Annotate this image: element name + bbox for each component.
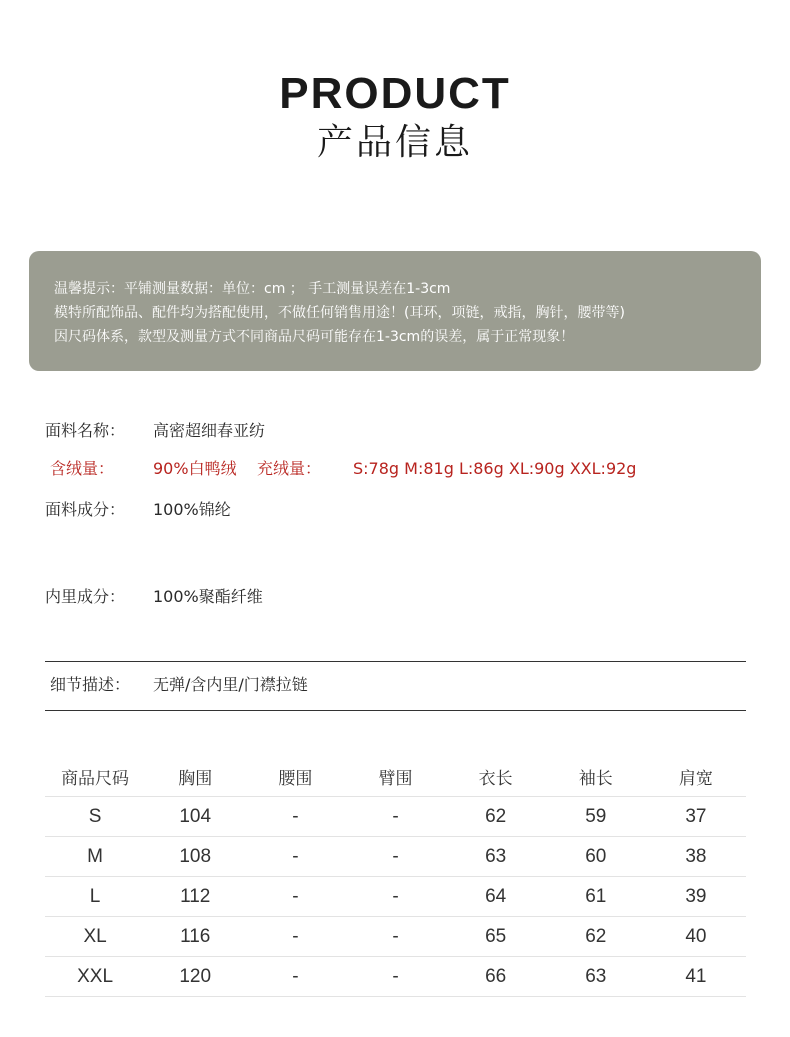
- table-row: [45, 957, 746, 997]
- lining-comp-label: 内里成分：: [45, 587, 126, 606]
- cell-length: 64: [446, 877, 546, 917]
- cell-arm: -: [345, 837, 445, 877]
- fabric-comp-value: 100%锦纶: [153, 500, 231, 519]
- size-table-header: [45, 756, 746, 797]
- cell-shoulder: 38: [646, 837, 746, 877]
- cell-sleeve: 59: [546, 797, 646, 837]
- cell-length: 65: [446, 917, 546, 957]
- divider-top: [45, 661, 746, 662]
- header-shoulder: 肩宽: [646, 756, 746, 797]
- size-table: [45, 756, 746, 997]
- cell-waist: -: [245, 797, 345, 837]
- table-row: [45, 917, 746, 957]
- notice-box: [29, 251, 761, 371]
- cell-sleeve: 61: [546, 877, 646, 917]
- cell-size: XXL: [45, 957, 145, 997]
- notice-line-1: 温馨提示：平铺测量数据：单位：cm ； 手工测量误差在1-3cm: [54, 281, 451, 297]
- cell-shoulder: 37: [646, 797, 746, 837]
- cell-length: 63: [446, 837, 546, 877]
- fabric-name-label: 面料名称：: [45, 421, 126, 440]
- header-length: 衣长: [446, 756, 546, 797]
- cell-length: 62: [446, 797, 546, 837]
- cell-chest: 112: [145, 877, 245, 917]
- notice-line-3: 因尺码体系，款型及测量方式不同商品尺码可能存在1-3cm的误差，属于正常现象！: [54, 329, 575, 345]
- header-chest: 胸围: [145, 756, 245, 797]
- cell-length: 66: [446, 957, 546, 997]
- cell-arm: -: [345, 957, 445, 997]
- cell-size: XL: [45, 917, 145, 957]
- cell-arm: -: [345, 877, 445, 917]
- fabric-name-value: 高密超细春亚纺: [153, 421, 266, 440]
- cell-arm: -: [345, 797, 445, 837]
- notice-line-2: 模特所配饰品、配件均为搭配使用，不做任何销售用途！(耳环，项链，戒指，胸针，腰带等): [54, 305, 625, 321]
- cell-waist: -: [245, 957, 345, 997]
- fabric-comp-label: 面料成分：: [45, 500, 126, 519]
- cell-chest: 116: [145, 917, 245, 957]
- cell-shoulder: 39: [646, 877, 746, 917]
- table-row: [45, 877, 746, 917]
- fill-weight-label: 充绒量：: [257, 459, 322, 478]
- fill-weight-value: S:78g M:81g L:86g XL:90g XXL:92g: [353, 459, 637, 478]
- cell-sleeve: 60: [546, 837, 646, 877]
- header-sleeve: 袖长: [546, 756, 646, 797]
- page-title-en: PRODUCT: [279, 69, 511, 118]
- cell-waist: -: [245, 917, 345, 957]
- cell-chest: 104: [145, 797, 245, 837]
- lining-comp-value: 100%聚酯纤维: [153, 587, 263, 606]
- cell-shoulder: 40: [646, 917, 746, 957]
- header-waist: 腰围: [245, 756, 345, 797]
- cell-arm: -: [345, 917, 445, 957]
- detail-value: 无弹/含内里/门襟拉链: [153, 675, 308, 694]
- cell-sleeve: 63: [546, 957, 646, 997]
- header-size: 商品尺码: [45, 756, 145, 797]
- cell-waist: -: [245, 837, 345, 877]
- cell-size: L: [45, 877, 145, 917]
- cell-chest: 120: [145, 957, 245, 997]
- cell-chest: 108: [145, 837, 245, 877]
- page-title-cn: 产品信息: [316, 122, 473, 163]
- detail-label: 细节描述：: [50, 675, 131, 694]
- down-content-label: 含绒量：: [50, 459, 115, 478]
- down-content-value: 90%白鸭绒: [153, 459, 237, 478]
- table-row: [45, 837, 746, 877]
- cell-shoulder: 41: [646, 957, 746, 997]
- cell-size: S: [45, 797, 145, 837]
- cell-size: M: [45, 837, 145, 877]
- divider-bottom: [45, 710, 746, 711]
- table-row: [45, 797, 746, 837]
- cell-waist: -: [245, 877, 345, 917]
- cell-sleeve: 62: [546, 917, 646, 957]
- header-arm: 臂围: [345, 756, 445, 797]
